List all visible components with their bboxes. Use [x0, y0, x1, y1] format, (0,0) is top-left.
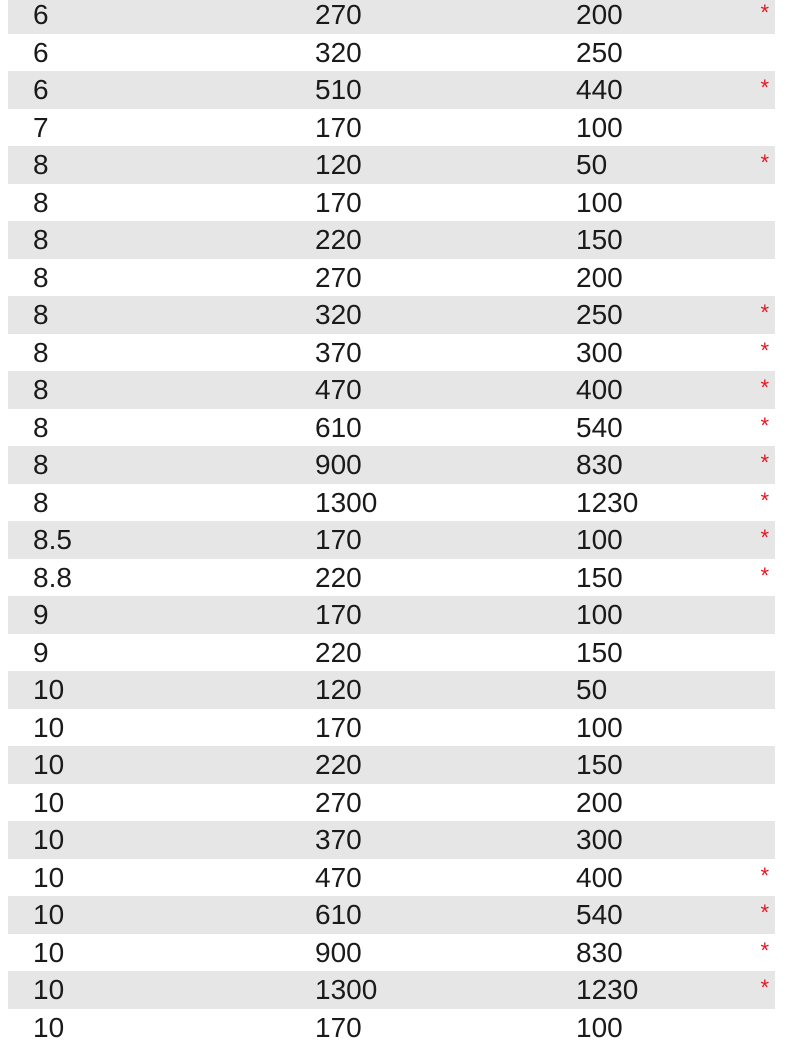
col-3-cell: 200	[576, 259, 623, 297]
table-row	[8, 484, 775, 522]
table-row	[8, 259, 775, 297]
table-row	[8, 746, 775, 784]
col-1-cell: 10	[33, 709, 64, 747]
col-2-cell: 470	[315, 371, 362, 409]
col-3-cell: 100	[576, 109, 623, 147]
col-1-cell: 8	[33, 484, 49, 522]
col-3-cell: 100	[576, 521, 623, 559]
col-2-cell: 370	[315, 821, 362, 859]
col-1-cell: 10	[33, 896, 64, 934]
col-3-cell: 540	[576, 896, 623, 934]
table-row	[8, 971, 775, 1009]
table-row	[8, 896, 775, 934]
col-2-cell: 610	[315, 896, 362, 934]
col-3-cell: 300	[576, 821, 623, 859]
table-row	[8, 409, 775, 447]
col-1-cell: 9	[33, 596, 49, 634]
col-1-cell: 8	[33, 409, 49, 447]
asterisk-mark: *	[760, 859, 769, 897]
asterisk-mark: *	[760, 409, 769, 447]
col-1-cell: 10	[33, 971, 64, 1009]
asterisk-mark: *	[760, 371, 769, 409]
col-2-cell: 170	[315, 596, 362, 634]
col-1-cell: 8	[33, 259, 49, 297]
asterisk-mark: *	[760, 971, 769, 1009]
col-2-cell: 270	[315, 259, 362, 297]
col-2-cell: 1300	[315, 484, 377, 522]
col-1-cell: 6	[33, 0, 49, 34]
col-1-cell: 8	[33, 334, 49, 372]
col-1-cell: 10	[33, 859, 64, 897]
col-1-cell: 10	[33, 821, 64, 859]
col-2-cell: 510	[315, 71, 362, 109]
asterisk-mark: *	[760, 934, 769, 972]
col-1-cell: 7	[33, 109, 49, 147]
col-3-cell: 200	[576, 784, 623, 822]
col-1-cell: 6	[33, 34, 49, 72]
table-row	[8, 596, 775, 634]
col-2-cell: 170	[315, 109, 362, 147]
col-3-cell: 830	[576, 446, 623, 484]
col-3-cell: 100	[576, 596, 623, 634]
table-row	[8, 109, 775, 147]
table-row	[8, 184, 775, 222]
table-row	[8, 859, 775, 897]
col-3-cell: 150	[576, 221, 623, 259]
col-1-cell: 8	[33, 296, 49, 334]
col-2-cell: 370	[315, 334, 362, 372]
col-1-cell: 8	[33, 221, 49, 259]
col-1-cell: 9	[33, 634, 49, 672]
col-1-cell: 8	[33, 146, 49, 184]
table-row	[8, 71, 775, 109]
table-row	[8, 371, 775, 409]
col-1-cell: 8.8	[33, 559, 72, 597]
col-2-cell: 220	[315, 221, 362, 259]
col-2-cell: 270	[315, 784, 362, 822]
col-1-cell: 6	[33, 71, 49, 109]
asterisk-mark: *	[760, 334, 769, 372]
table-row	[8, 34, 775, 72]
col-2-cell: 900	[315, 934, 362, 972]
asterisk-mark: *	[760, 896, 769, 934]
col-3-cell: 150	[576, 746, 623, 784]
col-2-cell: 270	[315, 0, 362, 34]
col-3-cell: 250	[576, 296, 623, 334]
col-1-cell: 10	[33, 746, 64, 784]
col-2-cell: 170	[315, 709, 362, 747]
col-1-cell: 10	[33, 1009, 64, 1046]
col-3-cell: 100	[576, 1009, 623, 1046]
col-1-cell: 8	[33, 446, 49, 484]
asterisk-mark: *	[760, 521, 769, 559]
asterisk-mark: *	[760, 559, 769, 597]
col-3-cell: 1230	[576, 484, 638, 522]
col-3-cell: 150	[576, 559, 623, 597]
col-2-cell: 120	[315, 146, 362, 184]
table-row	[8, 934, 775, 972]
table-row	[8, 146, 775, 184]
col-2-cell: 220	[315, 746, 362, 784]
col-3-cell: 250	[576, 34, 623, 72]
col-1-cell: 8.5	[33, 521, 72, 559]
col-2-cell: 900	[315, 446, 362, 484]
table-row	[8, 334, 775, 372]
col-2-cell: 320	[315, 34, 362, 72]
table-row	[8, 221, 775, 259]
col-2-cell: 470	[315, 859, 362, 897]
col-3-cell: 100	[576, 184, 623, 222]
data-table	[8, 0, 775, 1046]
col-2-cell: 1300	[315, 971, 377, 1009]
col-1-cell: 10	[33, 671, 64, 709]
col-3-cell: 440	[576, 71, 623, 109]
col-2-cell: 170	[315, 184, 362, 222]
asterisk-mark: *	[760, 146, 769, 184]
col-1-cell: 8	[33, 371, 49, 409]
col-1-cell: 10	[33, 784, 64, 822]
col-2-cell: 320	[315, 296, 362, 334]
col-2-cell: 220	[315, 559, 362, 597]
col-3-cell: 150	[576, 634, 623, 672]
col-3-cell: 50	[576, 671, 607, 709]
table-row	[8, 1009, 775, 1046]
col-3-cell: 50	[576, 146, 607, 184]
table-row	[8, 446, 775, 484]
col-1-cell: 10	[33, 934, 64, 972]
table-row	[8, 784, 775, 822]
col-3-cell: 1230	[576, 971, 638, 1009]
asterisk-mark: *	[760, 446, 769, 484]
table-row	[8, 559, 775, 597]
col-3-cell: 300	[576, 334, 623, 372]
col-1-cell: 8	[33, 184, 49, 222]
asterisk-mark: *	[760, 296, 769, 334]
table-row	[8, 521, 775, 559]
col-3-cell: 200	[576, 0, 623, 34]
col-3-cell: 830	[576, 934, 623, 972]
table-row	[8, 634, 775, 672]
asterisk-mark: *	[760, 484, 769, 522]
col-2-cell: 610	[315, 409, 362, 447]
col-3-cell: 100	[576, 709, 623, 747]
col-3-cell: 400	[576, 371, 623, 409]
table-row	[8, 709, 775, 747]
table-row	[8, 671, 775, 709]
col-3-cell: 540	[576, 409, 623, 447]
col-2-cell: 220	[315, 634, 362, 672]
col-2-cell: 120	[315, 671, 362, 709]
col-3-cell: 400	[576, 859, 623, 897]
col-2-cell: 170	[315, 1009, 362, 1046]
col-2-cell: 170	[315, 521, 362, 559]
table-row	[8, 0, 775, 34]
table-row	[8, 821, 775, 859]
asterisk-mark: *	[760, 0, 769, 34]
table-row	[8, 296, 775, 334]
asterisk-mark: *	[760, 71, 769, 109]
